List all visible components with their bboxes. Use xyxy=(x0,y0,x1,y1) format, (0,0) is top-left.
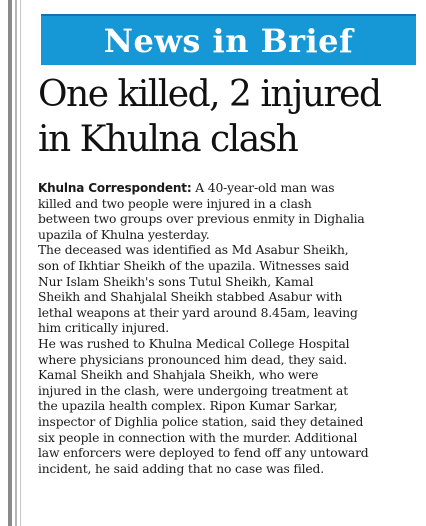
article-line: upazila of Khulna yesterday. xyxy=(38,227,210,242)
section-title: News in Brief xyxy=(103,21,354,60)
article-line: inspector of Dighlia police station, said they detained xyxy=(38,414,364,429)
article-body xyxy=(38,181,422,477)
dateline: Khulna Correspondent: xyxy=(38,181,192,195)
article-line: son of Ikhtiar Sheikh of the upazila. Witnesses said xyxy=(38,258,350,273)
article-line: incident, he said adding that no case was filed. xyxy=(38,461,325,476)
article-line: where physicians pronounced him dead, they said. xyxy=(38,352,348,367)
article-line: killed and two people were injured in a clash xyxy=(38,196,312,211)
article-line xyxy=(38,181,422,197)
article-line: Sheikh and Shahjalal Sheikh stabbed Asabur with xyxy=(38,290,343,305)
article-line: injured in the clash, were undergoing treatment at xyxy=(38,383,349,398)
column-rule-middle xyxy=(15,0,17,526)
headline-line-1: One killed, 2 injured xyxy=(38,74,381,115)
headline-line-2: in Khulna clash xyxy=(38,119,298,160)
article-line: the upazila health complex. Ripon Kumar Sarkar, xyxy=(38,399,338,414)
article-line: lethal weapons at their yard around 8.45am, leaving xyxy=(38,305,358,320)
article-line: him critically injured. xyxy=(38,321,170,336)
article-line: Nur Islam Sheikh's sons Tutul Sheikh, Kamal xyxy=(38,274,314,289)
column-rule-left xyxy=(8,0,12,526)
section-banner xyxy=(41,14,416,65)
headline xyxy=(38,72,423,162)
column-rule-right xyxy=(20,0,21,526)
article-line: six people in connection with the murder. Additional xyxy=(38,430,358,445)
article-line: law enforcers were deployed to fend off any untoward xyxy=(38,446,369,461)
article-line: The deceased was identified as Md Asabur Sheikh, xyxy=(38,243,349,258)
article-line-text: A 40-year-old man was xyxy=(195,181,335,195)
article-line: He was rushed to Khulna Medical College Hospital xyxy=(38,336,350,351)
article-line: Kamal Sheikh and Shahjala Sheikh, who were xyxy=(38,368,319,383)
article-line: between two groups over previous enmity in Dighalia xyxy=(38,212,365,227)
